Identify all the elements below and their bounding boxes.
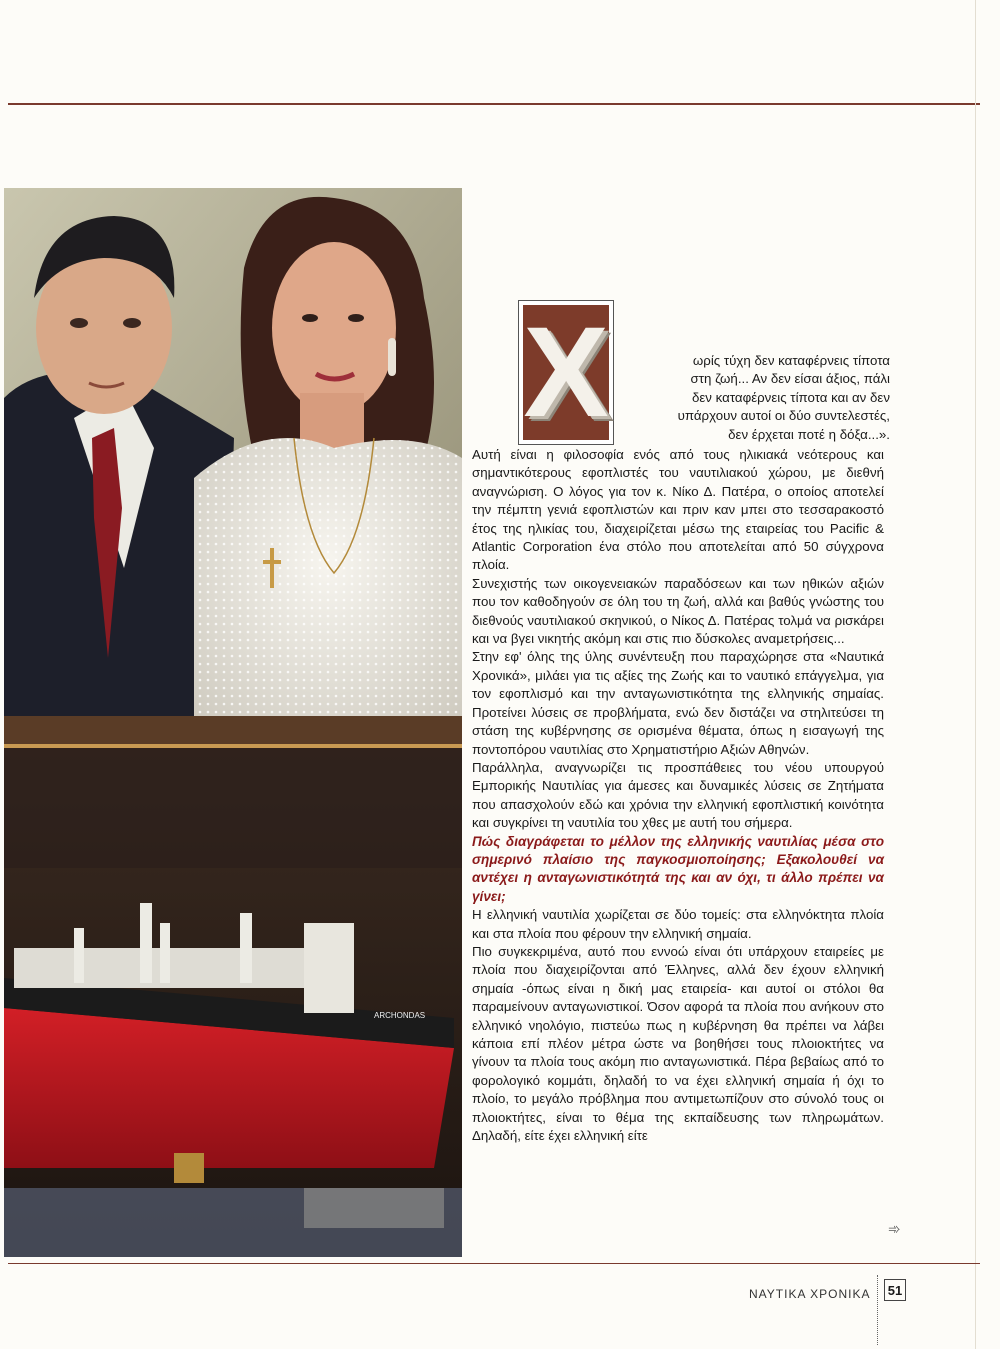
continue-arrow-icon: ➾ [888,1221,901,1238]
portrait-illustration [4,188,462,1257]
paragraph: Αυτή είναι η φιλοσοφία ενός από τους ηλικιακά νεότερους και σημαντικότερους εφοπλιστές του ναυτιλιακού χώρου, με διεθνή αναγνώριση. Ο λόγος για τον κ. Νίκο Δ. Πατέρα, ο οποίος αποτελεί την πέμπτη γενιά εφοπλιστών και πριν καν μπει στο τεσσαρακοστό έτος της ηλικίας του, διαχειρίζεται μέσω της εταιρείας του Pacific & Atlantic Corporation ένα στόλο που αποτελείται από 50 σύγχρονα πλοία. [472,447,884,573]
top-rule [8,103,980,105]
bottom-rule [8,1263,980,1264]
page-number: 51 [884,1279,906,1301]
intro-line: ωρίς τύχη δεν καταφέρνεις τίποτα [692,353,890,368]
answer-paragraph: Πιο συγκεκριμένα, αυτό που εννοώ είναι ότι υπάρχουν εταιρείες με πλοία που διαχειρίζονται από Έλληνες, αλλά δεν έχουν ελληνική σημαία -όπως είναι η δική μας εταιρεία- και αυτοί οι στόλοι θα παραμείνουν ανταγωνιστικοί. Όσον αφορά τα πλοία που ανήκουν στο ελληνικό νηολόγιο, πιστεύω πως η κυβέρνηση θα πρέπει να λάβει κάποια επί πλέον μέτρα ώστε να βοηθήσει τους πλοιοκτήτες να γίνουν τα πλοία τους ακόμη πιο ανταγωνιστικά. Πέρα βεβαίως από το φορολογικό κομμάτι, δηλαδή το να έχει ελληνική σημαία ή όχι το πλοίο, το μεγάλο πρόβλημα που αντιμετωπίζουν στο σύνολό τους οι πλοιοκτήτες, είναι το θέμα της εκπαίδευσης των πληρωμάτων. Δηλαδή, είτε έχει ελληνική είτε [472,943,884,1144]
ship-name-label: ARCHONDAS [374,1011,426,1020]
dropcap-background [523,300,609,444]
magazine-name: ΝΑΥΤΙΚΑ ΧΡΟΝΙΚΑ [749,1287,871,1301]
intro-line: υπάρχουν αυτοί οι δύο συντελεστές, [677,408,890,424]
portrait-painting [4,188,462,1257]
article-body [472,446,884,1145]
intro-line: δεν καταφέρνεις τίποτα και αν δεν [691,389,890,405]
intro-text [640,352,890,444]
paragraph: Παράλληλα, αναγνωρίζει τις προσπάθειες του νέου υπουργού Εμπορικής Ναυτιλίας για άμεσες και δυναμικές λύσεις σε Ζητήματα που απασχολούν εδώ και χρόνια την ελληνική εφοπλιστική κοινότητα και συγκρίνει τη ναυτιλία του χθες με αυτή του σήμερα. [472,759,884,831]
paragraph: Συνεχιστής των οικογενειακών παραδόσεων και των ηθικών αξιών που τον καθοδηγούν σε όλη του τη ζωή, αλλά και βαθύς γνώστης του διεθνούς ναυτιλιακού σκηνικού, ο Νίκος Δ. Πατέρας τολμά να ρισκάρει και να βγει νικητής ακόμη και στις πιο δύσκολες αναμετρήσεις... [472,575,884,647]
intro-line: δεν έρχεται ποτέ η δόξα...». [728,426,890,442]
dropcap-box [518,300,614,445]
dropcap-letter: X [523,300,609,444]
page-edge [975,0,976,1349]
interview-question: Πώς διαγράφεται το μέλλον της ελληνικής ναυτιλίας μέσα στο σημερινό πλαίσιο της παγκοσμιοποίησης; Εξακολουθεί να αντέχει η ανταγωνιστικότητά της και αν όχι, τι άλλο πρέπει να γίνει; [472,833,884,904]
answer-paragraph: Η ελληνική ναυτιλία χωρίζεται σε δύο τομείς: στα ελληνόκτητα πλοία και στα πλοία που φέρουν την ελληνική σημαία. [472,907,884,941]
footer-separator [877,1275,878,1345]
paragraph: Στην εφ' όλης της ύλης συνέντευξη που παραχώρησε στα «Ναυτικά Χρονικά», μιλάει για τις αξίες της Ζωής και το ναυτικό επάγγελμα, για τον εφοπλισμό και την ανταγωνιστικότητα της ελληνικής σημαίας. Προτείνει λύσεις σε προβλήματα, ενώ δεν διστάζει να στηλιτεύσει τη στάση της κυβέρνησης σε ορισμένα θέματα, όπως η εισαγωγή της ποντοπόρου ναυτιλίας στο Χρηματιστήριο Αξιών Αθηνών. [472,649,884,757]
intro-line: στη ζωή... Αν δεν είσαι άξιος, πάλι [690,371,890,387]
